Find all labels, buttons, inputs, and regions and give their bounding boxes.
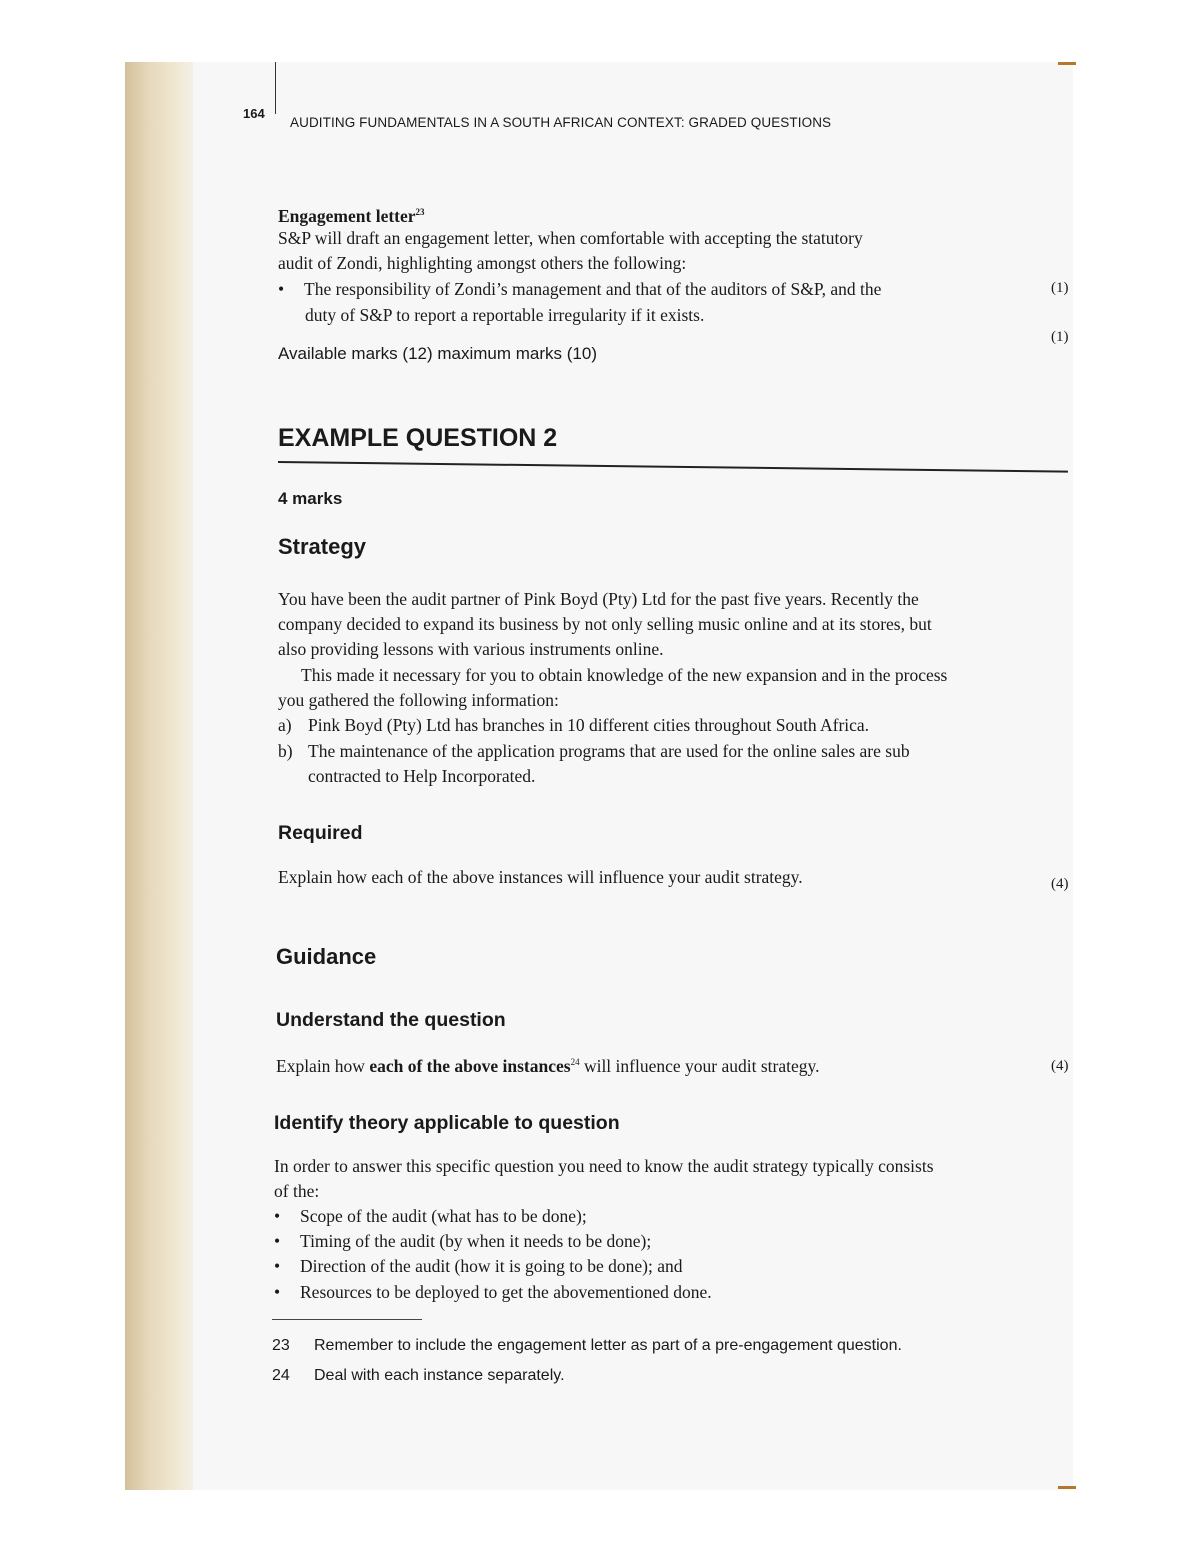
- footnote-rule: [272, 1319, 422, 1320]
- strategy-p2-line-1: This made it necessary for you to obtain knowledge of the new expansion and in the process: [301, 665, 948, 685]
- guidance-q-bold: each of the above instances: [369, 1055, 571, 1076]
- strategy-p1-line-3: also providing lessons with various instruments online.: [278, 639, 664, 659]
- list-item-a: [278, 713, 869, 738]
- strategy-p2-line-2: you gathered the following information:: [278, 690, 559, 710]
- example-question-heading: EXAMPLE QUESTION 2: [278, 424, 558, 452]
- required-mark: (4): [1051, 876, 1069, 892]
- strategy-p1-line-1: You have been the audit partner of Pink Boyd (Pty) Ltd for the past five years. Recently the: [278, 589, 919, 609]
- page-binding-shadow: [125, 62, 193, 1490]
- guidance-mark: (4): [1051, 1058, 1069, 1074]
- theory-bullet-4: [274, 1280, 712, 1305]
- guidance-heading: Guidance: [276, 944, 377, 969]
- understand-heading: Understand the question: [276, 1009, 506, 1031]
- page-number: 164: [243, 106, 265, 121]
- footnote-ref-23: 23: [415, 207, 425, 217]
- bullet-icon: •: [278, 279, 285, 299]
- theory-bullet-2-text: Timing of the audit (by when it needs to be done);: [300, 1231, 652, 1251]
- strategy-p1-line-2: company decided to expand its business by not only selling music online and at its stores, but: [278, 614, 932, 634]
- list-label-a: a): [278, 715, 292, 735]
- page-corner-mark-bottom: [1058, 1486, 1076, 1489]
- footnote-23-text: Remember to include the engagement letter as part of a pre-engagement question.: [314, 1337, 902, 1354]
- footnote-ref-24: 24: [570, 1057, 580, 1067]
- header-divider: [275, 62, 276, 114]
- list-text-b-line-2: contracted to Help Incorporated.: [308, 766, 536, 786]
- running-title: AUDITING FUNDAMENTALS IN A SOUTH AFRICAN CONTEXT: GRADED QUESTIONS: [290, 115, 832, 130]
- list-item-b: [278, 739, 910, 764]
- bullet-icon: •: [274, 1231, 281, 1251]
- engagement-bullet-line-1: The responsibility of Zondi’s management and that of the auditors of S&P, and the: [304, 279, 882, 299]
- engagement-line-2: audit of Zondi, highlighting amongst others the following:: [278, 253, 687, 273]
- engagement-bullet-line-2: duty of S&P to report a reportable irregularity if it exists.: [305, 305, 705, 325]
- theory-bullet-1: [274, 1204, 587, 1229]
- page-corner-mark-top: [1058, 62, 1076, 65]
- engagement-heading: Engagement letter$^{23}$: [278, 205, 425, 226]
- marks-label: 4 marks: [278, 489, 343, 508]
- bullet-icon: •: [274, 1256, 281, 1276]
- theory-bullet-2: [274, 1229, 651, 1254]
- heading-rule: [278, 461, 1068, 473]
- theory-bullet-3: [274, 1254, 683, 1279]
- engagement-line-1: S&P will draft an engagement letter, when comfortable with accepting the statutory: [278, 228, 863, 248]
- list-text-a: Pink Boyd (Pty) Ltd has branches in 10 different cities throughout South Africa.: [308, 715, 870, 735]
- theory-bullet-1-text: Scope of the audit (what has to be done);: [300, 1206, 587, 1226]
- theory-bullet-4-text: Resources to be deployed to get the abovementioned done.: [300, 1282, 712, 1302]
- theory-line-2: of the:: [274, 1181, 320, 1201]
- footnote-24-number: 24: [272, 1367, 290, 1384]
- guidance-question: [276, 1050, 819, 1078]
- theory-line-1: In order to answer this specific question you need to know the audit strategy typically consists: [274, 1156, 934, 1176]
- guidance-q-part1: Explain how: [276, 1055, 370, 1076]
- mark-1: (1): [1051, 280, 1069, 296]
- mark-2: (1): [1051, 329, 1069, 345]
- bullet-icon: •: [274, 1206, 281, 1226]
- footnote-24-text: Deal with each instance separately.: [314, 1367, 565, 1384]
- engagement-bullet: [278, 277, 881, 302]
- available-marks: Available marks (12) maximum marks (10): [278, 344, 597, 363]
- required-text: Explain how each of the above instances will influence your audit strategy.: [278, 867, 803, 887]
- book-page: [125, 62, 1073, 1490]
- guidance-q-part2: will influence your audit strategy.: [579, 1055, 820, 1076]
- footnote-23: [272, 1337, 902, 1355]
- list-text-b-line-1: The maintenance of the application programs that are used for the online sales are sub: [308, 741, 910, 761]
- theory-bullet-3-text: Direction of the audit (how it is going to be done); and: [300, 1256, 683, 1276]
- strategy-heading: Strategy: [278, 534, 367, 559]
- footnote-24: [272, 1367, 565, 1385]
- footnote-23-number: 23: [272, 1337, 290, 1354]
- bullet-icon: •: [274, 1282, 281, 1302]
- theory-heading: Identify theory applicable to question: [274, 1112, 620, 1134]
- list-label-b: b): [278, 741, 293, 761]
- required-heading: Required: [278, 822, 363, 844]
